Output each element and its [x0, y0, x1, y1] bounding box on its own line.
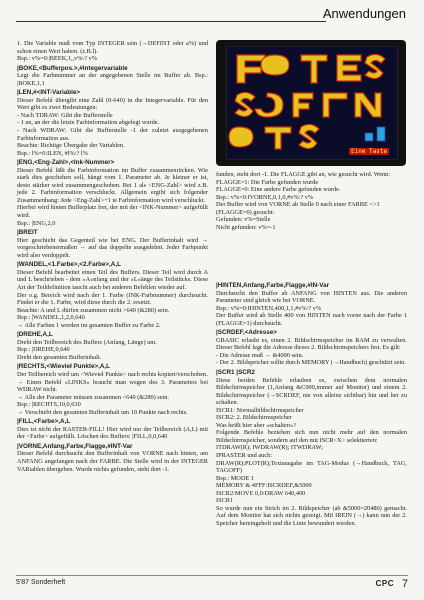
- paragraph: - Der 2. Bildspeicher sollte durch MEMORY (→Handbuch) geschützt sein.: [216, 359, 406, 367]
- paragraph: Dreht den Teilbereich des Buffers (Anfang, Länge) um.: [17, 338, 157, 346]
- paragraph: 1. Die Variable muß vom Typ INTEGER sein (→DEFINT oder a%) und schon einen Wert haben. (z.B.l).: [17, 40, 208, 55]
- paragraph: GBASIC erlaubt es, einen 2. Bildschirmspeicher im RAM zu verwalten. Dieser Befehl legt die Adresse dieses 2. Bildschirmspeichers fest. Es gilt:: [216, 336, 407, 352]
- paragraph: Der Buffer wird ab Stelle 400 von HINTEN nach vorne nach der Farbe 1 (FLAGGE=1) durchsucht.: [216, 312, 407, 327]
- paragraph: So wurde nun ein Strich im 2. Bildspeicher (ab &5000=20480) gemacht. Auf dem Monitor hat sich nichts gezeigt. Mit IREIN (→) kann nun der 2. Speicher hereingeholt und die Linie bewundert werden.: [216, 504, 407, 527]
- paragraph: - 1 an, an der die letzte Farbinformation abgelegt wurde.: [17, 119, 160, 127]
- paragraph: DRAW(R);PLOT(R);Textausgabe im TAG-Modus (→Handbuch, TAG, TAGOFF): [216, 459, 407, 475]
- paragraph: Legt die Farbnummer an der angegebenen Stelle im Buffer ab. Bsp.: |BOKE,1,1: [17, 72, 208, 87]
- section-title: Anwendungen: [322, 6, 406, 21]
- command-heading: |WANDEL,<1.Farbe>,<2.Farbe>,A,L: [17, 261, 121, 269]
- paragraph: ISCR1: [216, 497, 234, 505]
- paragraph: ISCR2:MOVE 0,0:DRAW 640,400: [216, 489, 306, 497]
- paragraph: Dieser Befehl bearbeitet einen Teil des Buffers. Dieser Teil wird durch A und L beschrieben - dem »A«nfang und der »L«änge des Teilstücks. Diese Art der Teildefinition taucht auch bei anderen Befehlen wieder auf.: [17, 268, 208, 291]
- paragraph: Diese beiden Befehle erlauben es, zwischen dem normalen Bildschirmspeicher (1,Anfang &C000,immer auf Monitor) und einem 2. Bildschirmspeicher (→SCRDEF, nie von alleine sichtbar) hin und her zu schalten.: [216, 376, 407, 407]
- right-text-column: [216, 280, 407, 528]
- left-text-column: [17, 40, 208, 473]
- paragraph: Bsp.: MODE 1: [216, 474, 254, 482]
- paragraph: Der o.g. Bereich wird nach der 1. Farbe (INK-Farbnummer) durchsucht. Findet er die 1. Farbe, wird diese durch die 2. ersetzt.: [17, 291, 208, 307]
- paragraph: Der Buffer wird von VORNE ab Stelle 0 nach einer FARBE <>1 (FLAGGE=0) gesucht:: [216, 201, 380, 216]
- paragraph: Dieser Befehl durchsucht den Bufferinhalt von VORNE nach hinten, am ANFANG angefangen nach der FARBE. Die Stelle wird in der INTEGER VARiablen übergeben. Wurde nichts gefunden, steht dort -1.: [17, 450, 208, 473]
- paragraph: Nicht gefunden: v%=-1: [216, 223, 276, 231]
- paragraph: - Nach TDRAW: Gibt die Bufferstelle: [17, 111, 113, 119]
- command-heading: |FILL,<Farbe>,A,L: [17, 418, 71, 426]
- paragraph: → Alle Farben 1 werden im gesamten Buffer zu Farbe 2.: [17, 321, 161, 329]
- paragraph: → Alle der Parameter müssen zusammen <640 (&280) sein.: [17, 393, 170, 401]
- paragraph: ISCR2: 2. Bildschirmspeicher: [216, 414, 292, 422]
- paragraph: Hierbei wird hinten Bufferplatz frei, der mit der <INK-Nummer> aufgefüllt wird.: [17, 204, 208, 220]
- right-upper-text: [216, 171, 407, 231]
- paragraph: FLAGGE=1: Die Farbe gefunden wurde: [216, 178, 319, 186]
- paragraph: Beachte: A und L dürfen zusammen nicht >640 (&280) sein.: [17, 306, 170, 314]
- paragraph: ISCR1: Normalbildschirmspeicher: [216, 406, 304, 414]
- paragraph: Hier geschieht das Gegenteil wie bei ENG. Der Bufferinhalt wird → vorgeschriebenermaßen → auf das doppelte ausgedehnt. Jeder Farbpunkt wird also verdoppelt.: [17, 236, 208, 259]
- paragraph: Bsp.: v%=0:|BEEK,1,,v%:? v%: [17, 55, 98, 63]
- page-number: 7: [401, 578, 408, 590]
- letter-art-graphic: [227, 47, 397, 159]
- command-heading: |LEN,#<INT-Variable>: [17, 89, 81, 97]
- paragraph: Bsp.: v%=0:IHINTEN,400,1,1,#v%:? v%: [216, 304, 322, 312]
- paragraph: - Die Adresse muß → &4000 sein.: [216, 351, 304, 359]
- command-heading: |HINTEN,Anfang,Farbe,Flagge,#IN-Var: [216, 282, 330, 289]
- footer-rule: [16, 575, 408, 576]
- monitor-screen: [226, 46, 398, 160]
- issue-label: 5'87 Sonderheft: [16, 579, 66, 586]
- command-heading: |BREIT: [17, 229, 38, 237]
- paragraph: → Einen Befehl »LINKS« braucht man wegen des 3. Parameters bei WDRAW nicht.: [17, 378, 208, 394]
- paragraph: Bsp.: v%=0:IVORNE,0,1,0,#v%:? v%: [216, 193, 314, 201]
- paragraph: Bsp.: |WANDEL,1,2,0,640: [17, 314, 85, 322]
- screen-caption: Eine Taste: [351, 148, 388, 155]
- command-heading: |ENG,<Eng-Zahl>,<Ink-Nummer>: [17, 159, 115, 167]
- command-heading: |BOKE,<Bufferpos.>,#Integervariable: [17, 64, 128, 72]
- paragraph: Bsp.: |ENG,2,0: [17, 219, 56, 227]
- paragraph: Dreht den gesamten Bufferinhalt.: [17, 353, 102, 361]
- screenshot-figure: [216, 40, 406, 166]
- paragraph: FLAGGE=0: Eine andere Farbe gefunden wurde.: [216, 186, 341, 194]
- command-heading: |SCRDEF,<Adresse>: [216, 329, 277, 337]
- paragraph: Bsp.: |RECHTS,10,0,630: [17, 401, 81, 409]
- paragraph: Dieser Befehl läßt die Farbinformation im Buffer zusammenrücken. Wie stark dies geschehen soll, hängt vom 1. Parameter ab. Je kleiner er ist, desto stärker wird zusammengeschoben. Bei 1 als <ENG-Zahl> wird z.B. jede 2. Farbinformation verschluckt. Allgemein ergibt sich folgender Zusammenhang: Jede <Eng-Zahl>+1 te Farbinformation wird verschluckt.: [17, 166, 208, 204]
- paragraph: Durchsucht den Buffer ab ANFANG von HINTEN aus. Die anderen Parameter sind gleich wie bei VORNE.: [216, 289, 407, 305]
- paragraph: ITDRAW(R); IWDRAW(R); ITWDRAW;: [216, 444, 324, 452]
- paragraph: funden, steht dort -1. Die FLAGGE gibt an, wie gesucht wird. Wenn:: [216, 171, 391, 178]
- paragraph: Bsp.: l%=0:ILEN, #l%:? l%: [17, 149, 88, 157]
- command-heading: |DREHE,A,L: [17, 331, 53, 339]
- paragraph: Was heißt hier aber »schalten«?: [216, 421, 296, 429]
- command-heading: |VORNE,Anfang,Farbe,Flagge,#INT-Var: [17, 442, 133, 450]
- command-heading: |RECHTS,<Wievieł Punkte>,A,L: [17, 363, 111, 371]
- paragraph: Dies ist nicht der RASTER-FILL! Hier wird nur der Teilbereich (A,L) mit der <Farbe> aufgefüllt. Löschen des Buffers: |FILL,0,0,640: [17, 425, 208, 441]
- paragraph: Folgende Befehle beziehen sich nun nicht mehr auf den normalen Bildschirmspeicher, sondern auf den mit ISCR<X> selektierten:: [216, 429, 407, 444]
- paragraph: IPRASTER und auch:: [216, 452, 272, 460]
- paragraph: Gefunden: v%=Stelle: [216, 216, 271, 224]
- magazine-logo: CPC: [375, 579, 394, 588]
- paragraph: → Verschiebt den gesamten Bufferinhalt um 10 Punkte nach rechts.: [17, 408, 188, 416]
- paragraph: MEMORY & 4FFF:ISCRDEF,&5000: [216, 482, 312, 490]
- paragraph: Bsp.: |DREHE,0,640: [17, 346, 70, 354]
- paragraph: Der Teilbereich wird um <Wievieł Punkte> nach rechts kopiert/verschoben.: [17, 370, 208, 378]
- paragraph: Dieser Befehl übergibt eine Zahl (0-640) in die Integervariable. Für den Wert gibt es zwei Bedeutungen:: [17, 96, 208, 112]
- paragraph: Beachte: Richtige Übergabe der Variablen.: [17, 142, 125, 150]
- command-heading: |SCR1 |SCR2: [216, 369, 255, 377]
- header-rule: [16, 21, 326, 22]
- paragraph: - Nach WDRAW: Gibt die Bufferstelle -1 der zuletzt ausgegebenen Farbinformation aus.: [17, 127, 208, 142]
